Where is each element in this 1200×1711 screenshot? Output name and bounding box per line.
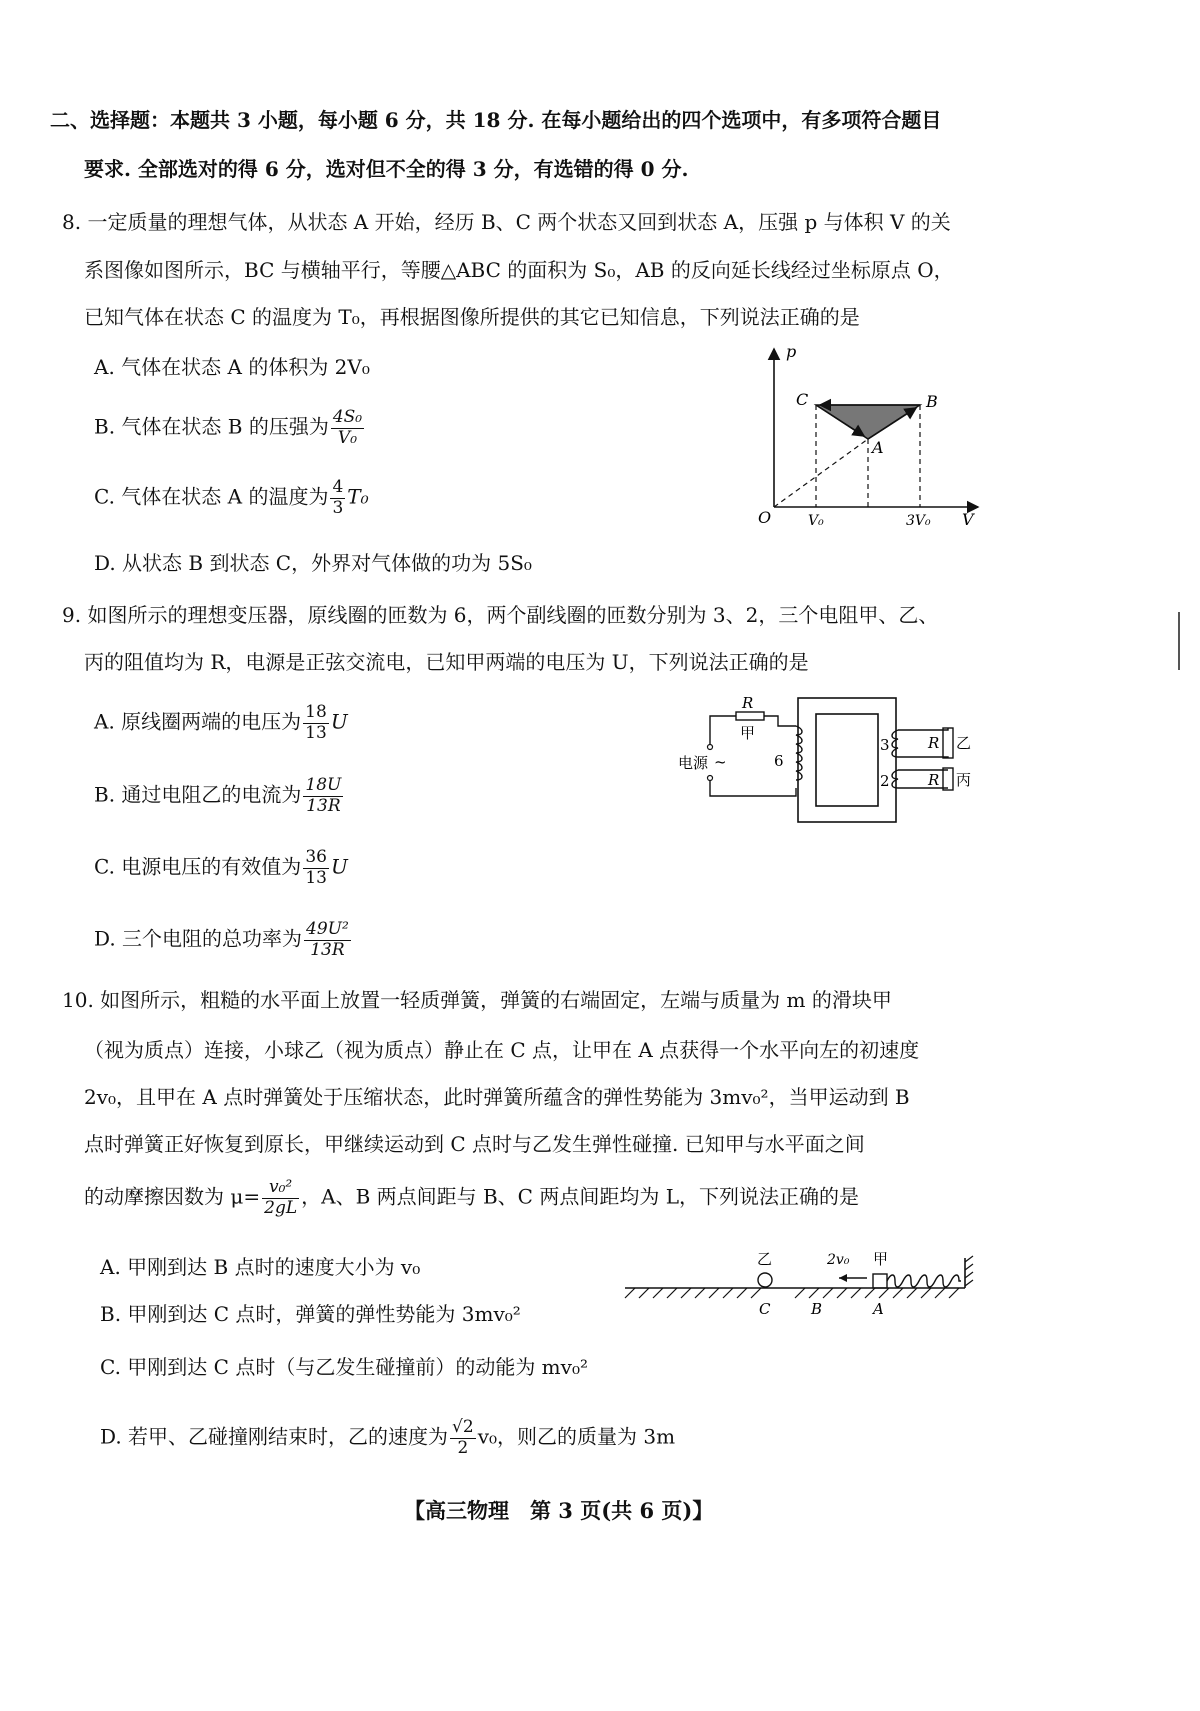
q8-option-a: A. 气体在状态 A 的体积为 2V₀: [94, 355, 370, 379]
secondary-coil-2: [892, 770, 898, 788]
resistor-jia: [736, 712, 764, 720]
label-c: C: [759, 1300, 771, 1318]
label-2v0: 2v₀: [827, 1252, 850, 1268]
resistor-yi: [943, 728, 953, 758]
spring: [887, 1275, 961, 1287]
q9-line2: 丙的阻值均为 R，电源是正弦交流电，已知甲两端的电压为 U，下列说法正确的是: [84, 650, 809, 674]
q9-option-b: B. 通过电阻乙的电流为 $\frac{18U}{13R}$: [94, 775, 342, 816]
label-r-jia: R: [742, 694, 754, 712]
label-source: 电源: [678, 754, 709, 772]
q10-option-a: A. 甲刚到达 B 点时的速度大小为 v₀: [100, 1255, 421, 1279]
block-jia: [873, 1274, 887, 1288]
label-bing: 丙: [956, 771, 972, 789]
q10-option-b: B. 甲刚到达 C 点时，弹簧的弹性势能为 3mv₀²: [100, 1302, 521, 1326]
q9-option-a: A. 原线圈两端的电压为 $\frac{18}{13}$ U: [94, 702, 348, 743]
label-n1: 6: [774, 752, 784, 770]
label-o: O: [758, 508, 772, 527]
section-heading-line1: 二、选择题：本题共 3 小题，每小题 6 分，共 18 分. 在每小题给出的四个选项中，有多项符合题目: [50, 108, 942, 132]
label-tilde: ~: [714, 753, 727, 771]
label-n3: 2: [880, 772, 890, 790]
q8-option-b: B. 气体在状态 B 的压强为 $\frac{\text{4S₀}}{\text{V₀}}$: [94, 407, 363, 448]
q10-line1: 10. 如图所示，粗糙的水平面上放置一轻质弹簧，弹簧的右端固定，左端与质量为 m 的滑块甲: [62, 988, 892, 1012]
label-n2: 3: [880, 736, 890, 754]
q9-line1: 9. 如图所示的理想变压器，原线圈的匝数为 6，两个副线圈的匝数分别为 3、2，三个电阻甲、乙、: [62, 603, 939, 627]
resistor-bing: [943, 768, 953, 790]
q10-line2: （视为质点）连接，小球乙（视为质点）静止在 C 点，让甲在 A 点获得一个水平向左的初速度: [84, 1038, 920, 1062]
label-r-yi: R: [928, 734, 940, 752]
q10-option-c: C. 甲刚到达 C 点时（与乙发生碰撞前）的动能为 mv₀²: [100, 1355, 588, 1379]
q10-option-d: D. 若甲、乙碰撞刚结束时，乙的速度为 $\frac{√2}{2}$ v₀，则乙的质量为 3m: [100, 1417, 676, 1458]
label-p: p: [786, 342, 797, 361]
secondary-coil-1: [892, 730, 898, 757]
q10-line3: 2v₀，且甲在 A 点时弹簧处于压缩状态，此时弹簧所蕴含的弹性势能为 3mv₀²，当甲运动到 B: [84, 1085, 910, 1109]
q8-option-c: C. 气体在状态 A 的温度为 $\frac{4}{3}$ T₀: [94, 477, 369, 518]
label-yi: 乙: [956, 734, 972, 752]
label-c: C: [796, 390, 809, 409]
label-jia: 甲: [873, 1250, 889, 1268]
label-v0: V₀: [808, 513, 824, 529]
core-outer: [798, 698, 896, 822]
q8-line3: 已知气体在状态 C 的温度为 T₀，再根据图像所提供的其它已知信息，下列说法正确的是: [84, 305, 860, 329]
q10-line4: 点时弹簧正好恢复到原长，甲继续运动到 C 点时与乙发生弹性碰撞. 已知甲与水平面之间: [84, 1132, 865, 1156]
q8-pv-diagram: [750, 335, 990, 535]
label-a: A: [872, 438, 884, 457]
label-b: B: [811, 1300, 823, 1318]
label-v: V: [962, 510, 974, 529]
label-yi: 乙: [757, 1250, 773, 1268]
q8-line2: 系图像如图所示，BC 与横轴平行，等腰△ABC 的面积为 S₀，AB 的反向延长线经过坐标原点 O，: [84, 258, 954, 282]
primary-coil: [796, 726, 802, 780]
q10-spring-diagram: [615, 1248, 985, 1328]
label-r-bing: R: [928, 771, 940, 789]
ball-yi: [758, 1273, 772, 1287]
q10-line5: 的动摩擦因数为 μ= $\frac{\text{v₀²}}{2gL}$ ，A、B 两点间距与 B、C 两点间距均为 L，下列说法正确的是: [84, 1177, 859, 1218]
section-heading-line2: 要求. 全部选对的得 6 分，选对但不全的得 3 分，有选错的得 0 分.: [84, 157, 689, 181]
q9-option-c: C. 电源电压的有效值为 $\frac{36}{13}$ U: [94, 847, 348, 888]
label-3v0: 3V₀: [906, 513, 931, 529]
dashed-o-to-a: [774, 439, 868, 507]
q9-transformer-diagram: [678, 690, 998, 830]
scan-mark: [1178, 612, 1180, 670]
q9-option-d: D. 三个电阻的总功率为 $\frac{\text{49U²}}{13R}$: [94, 919, 349, 960]
label-a: A: [873, 1300, 884, 1318]
q8-option-d: D. 从状态 B 到状态 C，外界对气体做的功为 5S₀: [94, 551, 532, 575]
label-b: B: [926, 392, 938, 411]
triangle-abc: [816, 405, 920, 439]
core-inner: [816, 714, 878, 806]
label-jia: 甲: [740, 724, 756, 742]
q8-line1: 8. 一定质量的理想气体，从状态 A 开始，经历 B、C 两个状态又回到状态 A，压强 p 与体积 V 的关: [62, 210, 951, 234]
page-footer: 【高三物理 第 3 页(共 6 页)】: [404, 1498, 714, 1523]
